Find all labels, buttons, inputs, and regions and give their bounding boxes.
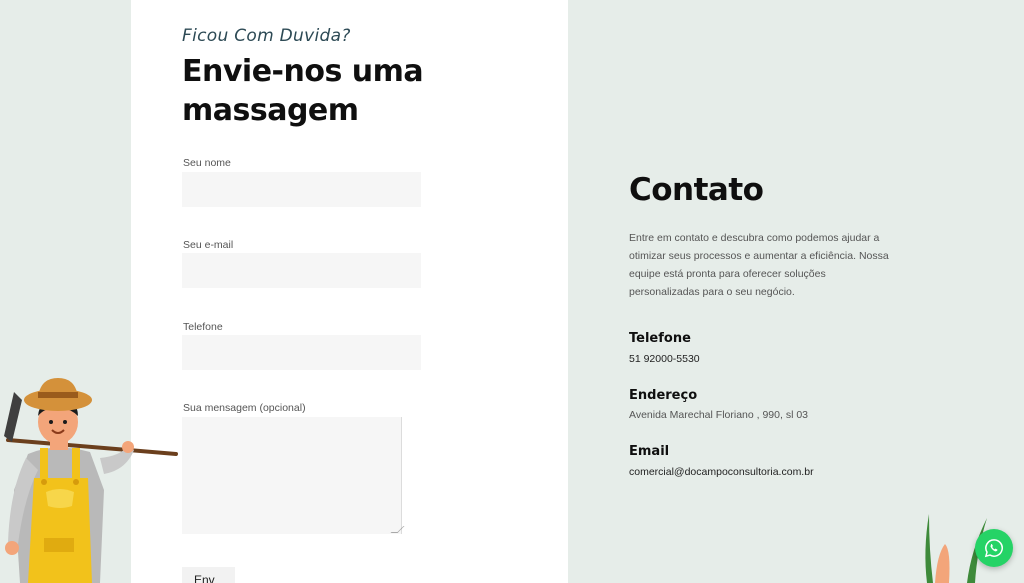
phone-input[interactable] — [182, 335, 421, 370]
name-label: Seu nome — [183, 157, 231, 169]
email-heading: Email — [629, 444, 670, 459]
message-label: Sua mensagem (opcional) — [183, 402, 306, 414]
email-label: Seu e-mail — [183, 239, 234, 251]
email-value: comercial@docampoconsultoria.com.br — [629, 466, 814, 478]
phone-label: Telefone — [183, 321, 223, 333]
phone-heading: Telefone — [629, 331, 691, 346]
form-eyebrow: Ficou Com Duvida? — [182, 26, 351, 46]
address-heading: Endereço — [629, 388, 698, 403]
farmer-illustration — [0, 370, 180, 583]
message-textarea[interactable] — [182, 417, 402, 534]
form-title: Envie-nos uma massagem — [182, 54, 424, 128]
submit-button[interactable]: Env — [182, 567, 235, 583]
address-value: Avenida Marechal Floriano , 990, sl 03 — [629, 409, 808, 421]
contact-description: Entre em contato e descubra como podemos ajudar a otimizar seus processos e aumentar a eficiência. Nossa equipe está pronta para oferecer soluções personalizadas para o seu negócio. — [629, 232, 889, 298]
contact-title: Contato — [629, 172, 764, 208]
name-input[interactable] — [182, 172, 421, 207]
email-input[interactable] — [182, 253, 421, 288]
phone-value: 51 92000-5530 — [629, 353, 700, 365]
whatsapp-icon — [984, 538, 1004, 558]
whatsapp-button[interactable] — [975, 529, 1013, 567]
